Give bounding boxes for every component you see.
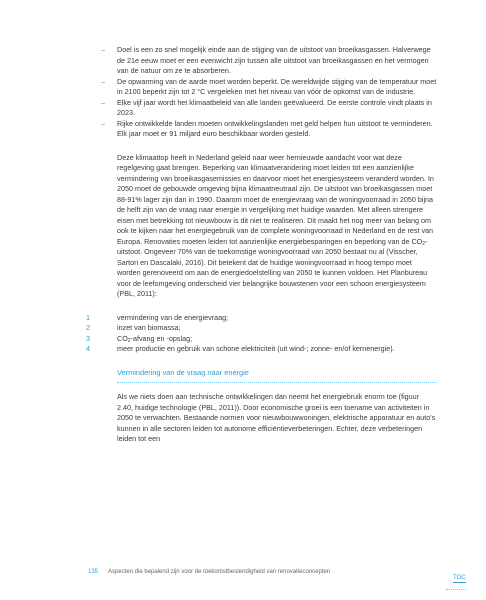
subscript: 2 xyxy=(422,240,426,247)
item-text: -afvang en -opslag; xyxy=(130,333,193,343)
bullet-text: Elke vijf jaar wordt het klimaatbeleid van alle landen geëvalueerd. De eerste controle vindt plaats in 2023. xyxy=(117,97,432,117)
paragraph-text: Deze klimaattop heeft in Nederland geleid naar weer hernieuwde aandacht voor wat deze regelgeving gaat brengen. Beperking van klimaatverandering moet leiden tot een aanzienlijke vermindering van broeikasgasemissies en daarvoor moet het energiesysteem veranderd worden. In 2050 moet de gebouwde omgeving bijna klimaatneutraal zijn. De uitstoot van broeikasgassen moet 88-91% lager zijn dan in 1990. Daarom moet de energievraag van de woningvoorraad in 2050 bijna de helft zijn van de vraag naar energie in vergelijking met huidige waarden. Met alleen strengere eisen met betrekking tot nieuwbouw is dit niet te realiseren. Dit maakt het nog meer van belang om ook te kijken naar het energiegebruik van de complete woningvoorraad in Nederland en de rest van Europa. Renovaties moeten leiden tot aanzienlijke energiebesparingen en beperking van de CO xyxy=(117,152,434,246)
bullet-item xyxy=(101,97,437,119)
item-text: inzet van biomassa; xyxy=(117,323,181,332)
bullet-item xyxy=(101,76,437,98)
item-text: CO xyxy=(117,333,128,343)
numbered-item xyxy=(86,333,437,345)
page-content xyxy=(86,45,437,445)
subscript: 2 xyxy=(127,337,131,344)
dash-marker: – xyxy=(101,118,105,128)
body-paragraph xyxy=(117,153,437,300)
section-heading: Vermindering van de vraag naar energie xyxy=(117,368,437,384)
item-text: meer productie en gebruik van schone elektriciteit (uit wind-; zonne- en/of kernenergie). xyxy=(117,344,395,353)
body-paragraph: Als we niets doen aan technische ontwikkelingen dan neemt het energiebruik enorm toe (figuur 2.40, huidige technologie (PBL, 2011)). Door economische groei is een toename van activiteiten in 2050 te verwachten. Bestaande normen voor nieuwbouwwoningen, elektrische apparatuur en auto's kunnen in alle sectoren leiden tot autonome efficiëntieverbeteringen. Echter, deze verbeteringen leiden tot een xyxy=(117,392,436,443)
dash-marker: – xyxy=(101,45,105,54)
page-footer xyxy=(88,569,330,575)
item-number: 3 xyxy=(86,333,90,343)
footer-divider xyxy=(446,589,466,590)
paragraph-text: -uitstoot. Ongeveer 70% van de toekomstige woningvoorraad van 2050 bestaat nu al (Visscher, Sartori en Dascalaki, 2016). Dit betekent dat de huidige woningvoorraad in hoog tempo moet worden gerenoveerd om aan de energiedoelstelling van 2050 te kunnen voldoen. Het Planbureau voor de leefomgeving onderscheid vier belangrijke bouwstenen voor een schoon energiesysteem (PBL, 2011): xyxy=(117,236,428,298)
dash-marker: – xyxy=(101,76,105,86)
dash-marker: – xyxy=(101,97,105,107)
numbered-item xyxy=(86,312,437,324)
numbered-item xyxy=(86,323,437,334)
page-number: 135 xyxy=(88,569,99,575)
item-number: 1 xyxy=(86,312,90,322)
numbered-item xyxy=(86,344,437,355)
bullet-item xyxy=(101,118,437,140)
item-number: 4 xyxy=(86,344,90,353)
bullet-text: Rijke ontwikkelde landen moeten ontwikkelingslanden met geld helpen hun uitstoot te verminderen. Elk jaar moet er 91 miljard euro beschikbaar worden gesteld. xyxy=(117,118,433,138)
item-number: 2 xyxy=(86,323,90,332)
bullet-text: Doel is een zo snel mogelijk einde aan de stijging van de uitstoot van broeikasgassen. Halverwege de 21e eeuw moet er een evenwicht zijn tussen alle uitstoot van broeikasgassen en het vermogen van de natuur om ze te absorberen. xyxy=(117,45,431,75)
numbered-list xyxy=(86,312,437,355)
footer-text: Aspecten die bepalend zijn voor de toekomstbestendigheid van renovatieconcepten xyxy=(108,569,331,575)
bullet-item xyxy=(101,45,437,77)
toc-link[interactable]: TOC xyxy=(453,575,466,581)
bullet-list xyxy=(101,45,437,140)
bullet-text: De opwarming van de aarde moet worden beperkt. De wereldwijde stijging van de temperatuur moet in 2100 beperkt zijn tot 2 °C vergeleken met het niveau van vóór de opkomst van de industrie. xyxy=(117,76,437,96)
item-text: vermindering van de energievraag; xyxy=(117,312,229,322)
